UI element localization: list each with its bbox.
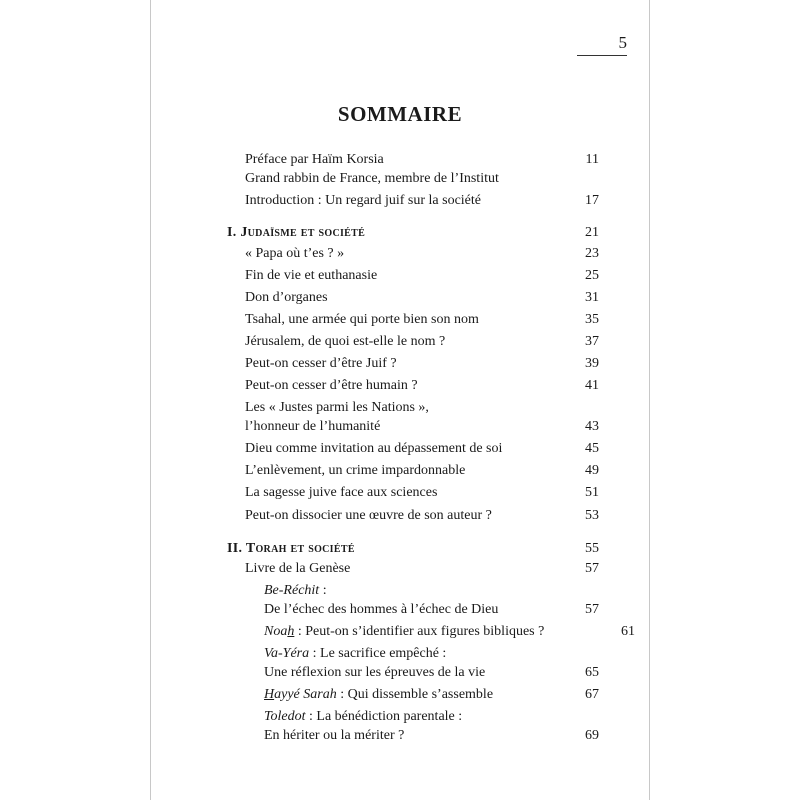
parasha-name: Noah	[264, 624, 295, 639]
toc-page: 25	[585, 268, 599, 283]
toc-page: 53	[585, 508, 599, 523]
toc-page: 35	[585, 312, 599, 327]
toc-entry[interactable]: Peut-on cesser d’être humain ?	[245, 378, 418, 393]
toc-section-2-title[interactable]: II. Torah et société	[227, 541, 355, 556]
toc-entry-parasha[interactable]	[264, 621, 544, 643]
toc-page: 67	[585, 687, 599, 702]
toc-page: 43	[585, 419, 599, 434]
toc-section-1-page: 21	[585, 225, 599, 240]
toc-entry-parasha[interactable]	[264, 684, 493, 706]
toc-entry-book[interactable]: Livre de la Genèse	[245, 561, 351, 576]
toc-page-preface: 11	[585, 152, 599, 167]
toc-entry[interactable]: Tsahal, une armée qui porte bien son nom	[245, 312, 479, 327]
toc-entry-preface[interactable]: Préface par Haïm Korsia	[245, 152, 384, 167]
toc-page: 39	[585, 356, 599, 371]
parasha-rest: :	[319, 583, 327, 598]
toc-entry-introduction[interactable]: Introduction : Un regard juif sur la société	[245, 193, 481, 208]
toc-page: 69	[585, 728, 599, 743]
parasha-name: Hayyé Sarah	[264, 687, 337, 702]
toc-entry[interactable]: Fin de vie et euthanasie	[245, 268, 378, 283]
toc-entry-continuation: En hériter ou la mériter ?	[264, 728, 405, 743]
parasha-rest: : Qui dissemble s’assemble	[336, 687, 494, 702]
toc-page: 23	[585, 246, 599, 261]
toc-entry[interactable]: Dieu comme invitation au dépassement de soi	[245, 441, 503, 456]
toc-page: 45	[585, 441, 599, 456]
parasha-name: Toledot	[264, 709, 306, 724]
toc-page: 49	[585, 463, 599, 478]
toc-page: 51	[585, 485, 599, 500]
toc-entry[interactable]: L’enlèvement, un crime impardonnable	[245, 463, 466, 478]
toc-page: 65	[585, 665, 599, 680]
parasha-rest: : Le sacrifice empêché :	[309, 646, 447, 661]
toc-page: 57	[585, 561, 599, 576]
toc-page: 37	[585, 334, 599, 349]
toc-section-2-page: 55	[585, 541, 599, 556]
toc-entry[interactable]: La sagesse juive face aux sciences	[245, 485, 438, 500]
toc-entry[interactable]: Peut-on dissocier une œuvre de son auteur ?	[245, 508, 492, 523]
toc-entry[interactable]: Jérusalem, de quoi est-elle le nom ?	[245, 334, 446, 349]
toc-entry[interactable]: « Papa où t’es ? »	[245, 246, 345, 261]
toc-page: 41	[585, 378, 599, 393]
book-page	[150, 0, 650, 800]
parasha-name: Be-Réchit	[264, 583, 320, 598]
toc-entry[interactable]: Les « Justes parmi les Nations »,	[245, 400, 429, 415]
parasha-name: Va-Yéra	[264, 646, 310, 661]
toc-entry-preface-subtitle: Grand rabbin de France, membre de l’Institut	[245, 171, 499, 186]
toc-entry-continuation: l’honneur de l’humanité	[245, 419, 381, 434]
toc-entry-continuation: De l’échec des hommes à l’échec de Dieu	[264, 602, 499, 617]
toc-entry[interactable]: Don d’organes	[245, 290, 328, 305]
toc-page: 61	[621, 624, 635, 639]
toc-entry[interactable]: Peut-on cesser d’être Juif ?	[245, 356, 397, 371]
toc-page: 31	[585, 290, 599, 305]
page-number: 5	[577, 33, 627, 56]
parasha-rest: : La bénédiction parentale :	[305, 709, 463, 724]
page-title: SOMMAIRE	[337, 102, 463, 126]
toc-section-1-title[interactable]: I. Judaïsme et société	[227, 225, 366, 240]
toc-entry-continuation: Une réflexion sur les épreuves de la vie	[264, 665, 486, 680]
toc-page-introduction: 17	[585, 193, 599, 208]
parasha-rest: : Peut-on s’identifier aux figures bibliques ?	[294, 624, 545, 639]
toc-page: 57	[585, 602, 599, 617]
